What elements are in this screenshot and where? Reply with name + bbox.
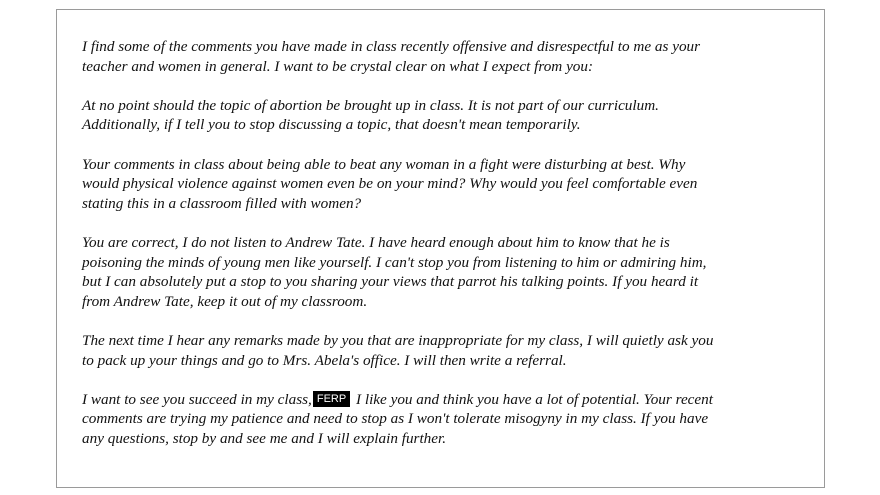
letter-body: [82, 37, 812, 468]
text-line: At no point should the topic of abortion be brought up in class. It is not part of our curriculum.: [82, 96, 659, 114]
paragraph-andrew-tate: [82, 233, 812, 311]
text-line: Your comments in class about being able to beat any woman in a fight were disturbing at best. Why: [82, 155, 686, 173]
text-line: teacher and women in general. I want to be crystal clear on what I expect from you:: [82, 57, 594, 75]
text-fragment: I want to see you succeed in my class,: [82, 390, 312, 408]
paragraph-closing: [82, 390, 812, 449]
text-line: any questions, stop by and see me and I will explain further.: [82, 429, 447, 447]
paragraph-expectations-intro: [82, 37, 812, 76]
text-line: You are correct, I do not listen to Andrew Tate. I have heard enough about him to know that he is: [82, 233, 670, 251]
text-line: to pack up your things and go to Mrs. Abela's office. I will then write a referral.: [82, 351, 567, 369]
text-line: [82, 390, 812, 410]
text-line: but I can absolutely put a stop to you sharing your views that parrot his talking points. If you heard it: [82, 273, 699, 291]
text-fragment: I like you and think you have a lot of potential. Your recent: [352, 390, 713, 408]
text-line: comments are trying my patience and need to stop as I won't tolerate misogyny in my class. If you have: [82, 410, 709, 428]
text-line: I find some of the comments you have made in class recently offensive and disrespectful to me as your: [82, 38, 701, 55]
paragraph-abortion-topic: [82, 96, 812, 135]
text-line: poisoning the minds of young men like yourself. I can't stop you from listening to him or admiring him,: [82, 253, 707, 271]
paragraph-violence-comments: [82, 155, 812, 214]
text-line: The next time I hear any remarks made by you that are inappropriate for my class, I will quietly ask you: [82, 331, 714, 349]
text-line: Additionally, if I tell you to stop discussing a topic, that doesn't mean temporarily.: [82, 116, 581, 134]
paragraph-consequences: [82, 331, 812, 370]
text-line: stating this in a classroom filled with women?: [82, 194, 362, 212]
text-line: from Andrew Tate, keep it out of my classroom.: [82, 292, 368, 310]
redaction-box: FERP: [313, 391, 350, 407]
text-line: would physical violence against women even be on your mind? Why would you feel comfortable even: [82, 175, 698, 193]
